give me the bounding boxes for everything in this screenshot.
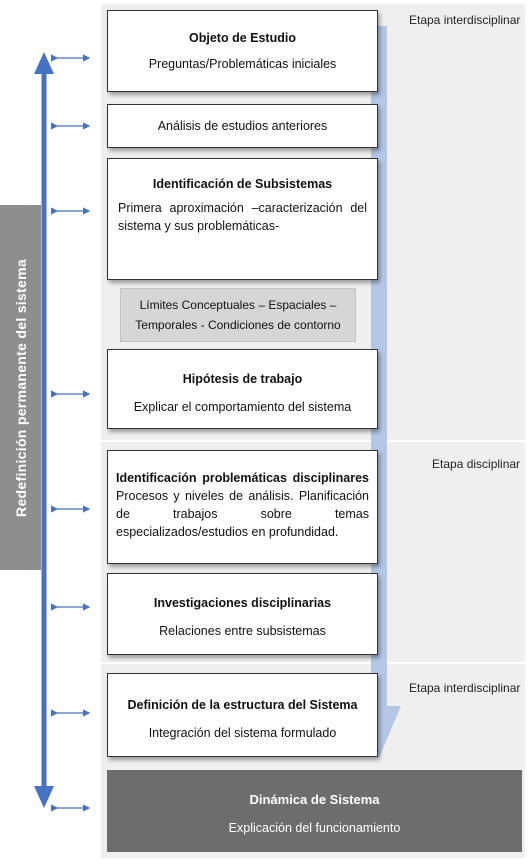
stage-label-1: Etapa interdisciplinar (409, 13, 521, 27)
box-limites (120, 288, 356, 342)
box-hipotesis-title: Hipótesis de trabajo (182, 372, 303, 386)
box-dinamica-sistema (107, 770, 522, 852)
box-limites-text: Límites Conceptuales – Espaciales – Temporales - Condiciones de contorno (135, 298, 341, 332)
box-definicion-title: Definición de la estructura del Sistema (127, 698, 358, 712)
box-analisis-text: Análisis de estudios anteriores (157, 119, 328, 133)
box-definicion-text: Integración del sistema formulado (148, 726, 337, 740)
box-dinamica-title: Dinámica de Sistema (249, 792, 380, 807)
box-objeto-title: Objeto de Estudio (189, 31, 296, 45)
side-label-text: Redefinición permanente del sistema (12, 258, 29, 517)
box-objeto-estudio (107, 10, 378, 92)
box-hipotesis-text: Explicar el comportamiento del sistema (133, 400, 352, 414)
box-definicion-estructura (107, 673, 378, 757)
box-subsistemas-title: Identificación de Subsistemas (152, 177, 333, 191)
box-identificacion-subsistemas (107, 158, 378, 280)
box-problematicas-text: Procesos y niveles de análisis. Planificación de trabajos sobre temas especializados/estudios en profundidad. (116, 489, 369, 539)
box-objeto-text: Preguntas/Problemáticas iniciales (148, 57, 337, 71)
box-analisis-estudios (107, 104, 378, 148)
stage-label-3: Etapa interdisciplinar (409, 681, 521, 695)
side-label-box (0, 205, 41, 570)
main-arrow-head-bottom (34, 786, 54, 808)
box-investigaciones-text: Relaciones entre subsistemas (159, 624, 326, 638)
box-problematicas-disciplinares (107, 450, 378, 564)
main-arrow-head-top (34, 52, 54, 74)
box-investigaciones-title: Investigaciones disciplinarias (153, 596, 332, 610)
box-hipotesis-trabajo (107, 349, 378, 429)
box-investigaciones-disciplinarias (107, 573, 378, 655)
box-subsistemas-text: Primera aproximación –caracterización del sistema y sus problemáticas- (118, 201, 367, 233)
box-dinamica-text: Explicación del funcionamiento (228, 821, 401, 835)
box-problematicas-title: Identificación problemáticas disciplinares (116, 471, 369, 485)
stage-label-2: Etapa disciplinar (432, 457, 521, 471)
